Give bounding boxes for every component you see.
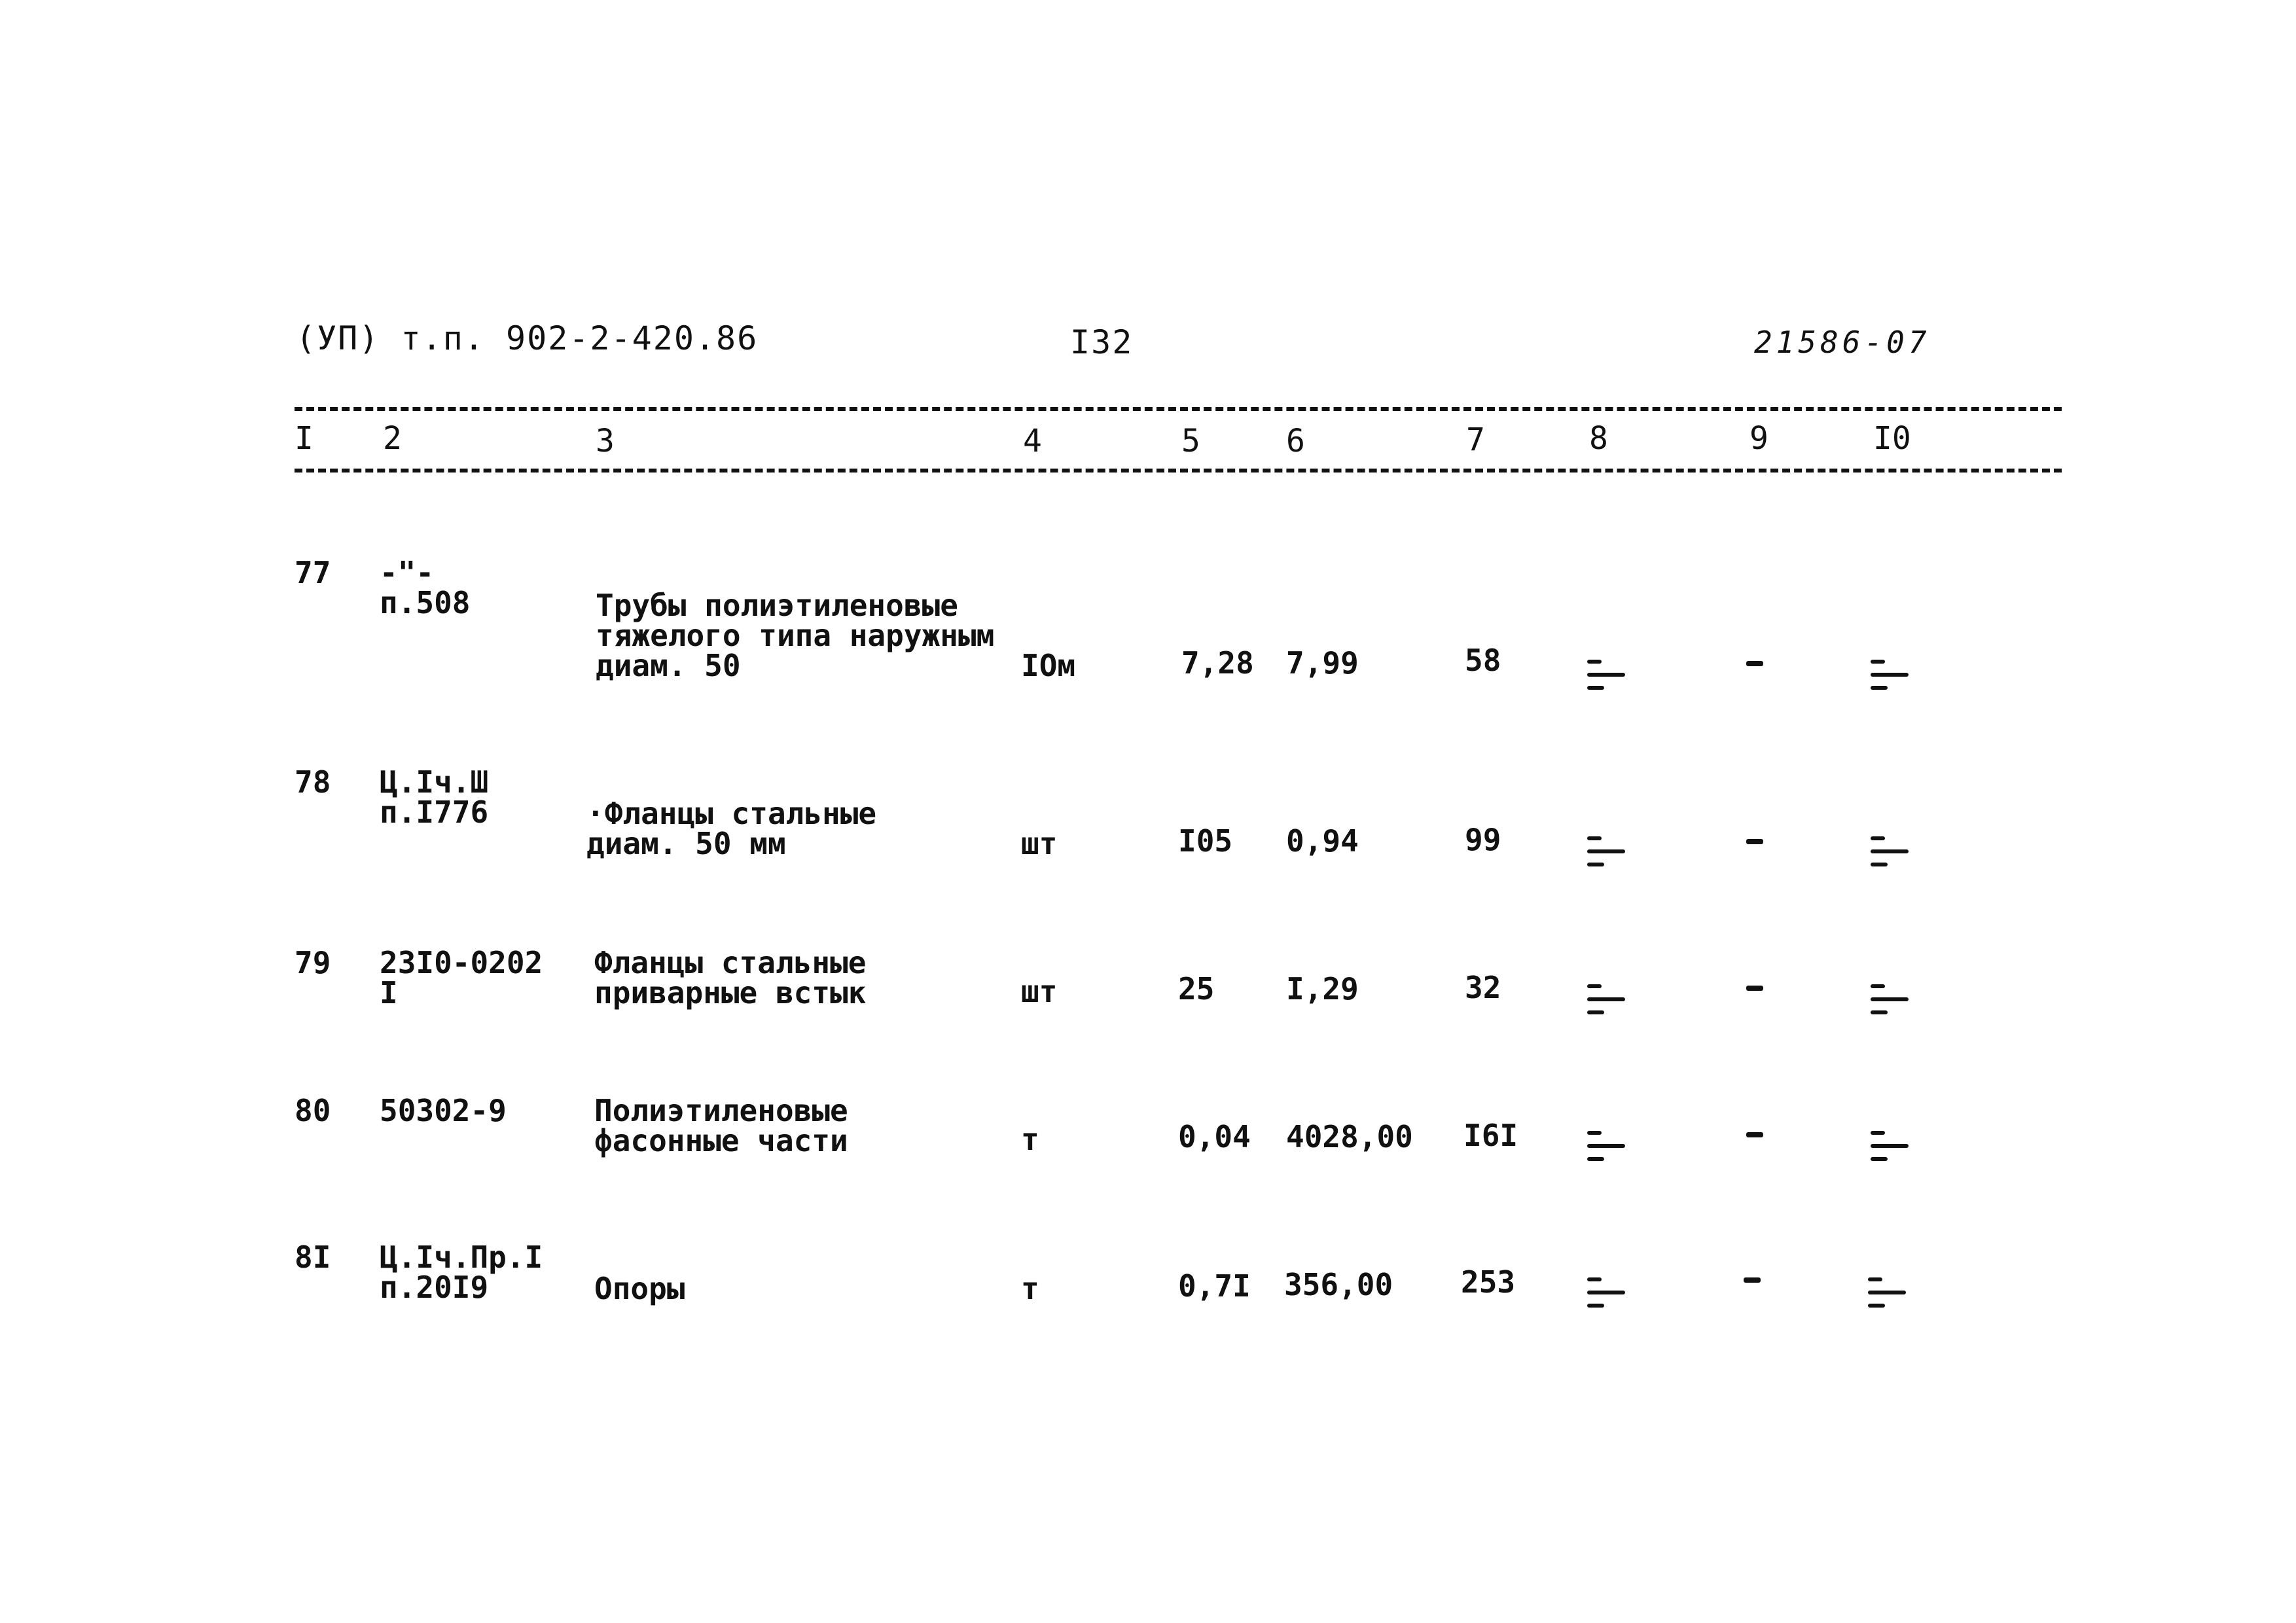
row-quantity: 25 xyxy=(1178,971,1215,1007)
ditto-mark-col10 xyxy=(1868,1277,1907,1317)
row-reference: Ц.Iч.Пр.I п.20I9 xyxy=(380,1240,543,1305)
row-total: 32 xyxy=(1465,970,1501,1005)
row-unit: IOм xyxy=(1021,648,1076,683)
column-header-1: I xyxy=(295,420,314,457)
row-unit-price: 4028,00 xyxy=(1286,1119,1413,1154)
ditto-mark-col10 xyxy=(1871,1131,1910,1170)
column-header-8: 8 xyxy=(1589,420,1608,457)
column-header-2: 2 xyxy=(383,420,402,457)
row-unit: т xyxy=(1021,1122,1039,1157)
dash-mark-col9 xyxy=(1746,661,1763,666)
row-quantity: 7,28 xyxy=(1181,645,1254,681)
row-number: 8I xyxy=(295,1240,331,1275)
row-quantity: I05 xyxy=(1178,823,1233,859)
row-name: Фланцы стальные приварные встык xyxy=(594,945,867,1010)
row-name: Трубы полиэтиленовые тяжелого типа наружным диам. 50 xyxy=(596,588,995,683)
row-unit-price: 356,00 xyxy=(1284,1267,1393,1302)
column-header-5: 5 xyxy=(1181,423,1200,459)
page-number: I32 xyxy=(1070,323,1134,361)
dash-mark-col9 xyxy=(1746,1132,1763,1137)
ditto-mark-col8 xyxy=(1587,836,1626,876)
column-header-3: 3 xyxy=(596,423,615,459)
row-unit: т xyxy=(1021,1271,1039,1306)
row-name: Опоры xyxy=(594,1271,685,1306)
header-bottom-rule xyxy=(295,469,2062,473)
header-top-rule xyxy=(295,407,2062,411)
row-name: ·Фланцы стальные диам. 50 мм xyxy=(586,796,877,861)
document-number: 21586-07 xyxy=(1754,325,1931,360)
ditto-mark-col8 xyxy=(1587,1277,1626,1317)
row-reference: Ц.Iч.Ш п.I776 xyxy=(380,764,489,830)
row-quantity: 0,04 xyxy=(1178,1119,1251,1154)
dash-mark-col9 xyxy=(1744,1277,1761,1283)
row-total: I6I xyxy=(1463,1118,1518,1153)
row-unit-price: I,29 xyxy=(1286,971,1359,1007)
column-header-7: 7 xyxy=(1466,421,1485,458)
ditto-mark-col8 xyxy=(1587,984,1626,1024)
row-unit: шт xyxy=(1021,974,1058,1009)
row-number: 80 xyxy=(295,1093,331,1128)
ditto-mark-col8 xyxy=(1587,1131,1626,1170)
row-total: 58 xyxy=(1465,643,1501,678)
ditto-mark-col8 xyxy=(1587,660,1626,699)
ditto-mark-col10 xyxy=(1871,836,1910,876)
column-header-10: I0 xyxy=(1873,420,1911,457)
row-name: Полиэтиленовые фасонные части xyxy=(594,1093,848,1158)
dash-mark-col9 xyxy=(1746,839,1763,844)
row-quantity: 0,7I xyxy=(1178,1268,1251,1304)
row-number: 79 xyxy=(295,945,331,980)
row-number: 78 xyxy=(295,764,331,800)
row-total: 253 xyxy=(1461,1264,1516,1300)
row-reference: 23I0-0202 I xyxy=(380,945,543,1010)
row-total: 99 xyxy=(1465,822,1501,857)
row-unit-price: 0,94 xyxy=(1286,823,1359,859)
ditto-mark-col10 xyxy=(1871,984,1910,1024)
column-header-6: 6 xyxy=(1286,423,1305,459)
row-reference: -"- п.508 xyxy=(380,555,471,620)
ditto-mark-col10 xyxy=(1871,660,1910,699)
column-header-9: 9 xyxy=(1749,420,1768,457)
row-reference: 50302-9 xyxy=(380,1093,507,1128)
column-header-4: 4 xyxy=(1023,423,1042,459)
document-code: (УП) т.п. 902-2-420.86 xyxy=(296,319,759,357)
row-number: 77 xyxy=(295,555,331,590)
row-unit: шт xyxy=(1021,826,1058,861)
row-unit-price: 7,99 xyxy=(1286,645,1359,681)
dash-mark-col9 xyxy=(1746,986,1763,991)
